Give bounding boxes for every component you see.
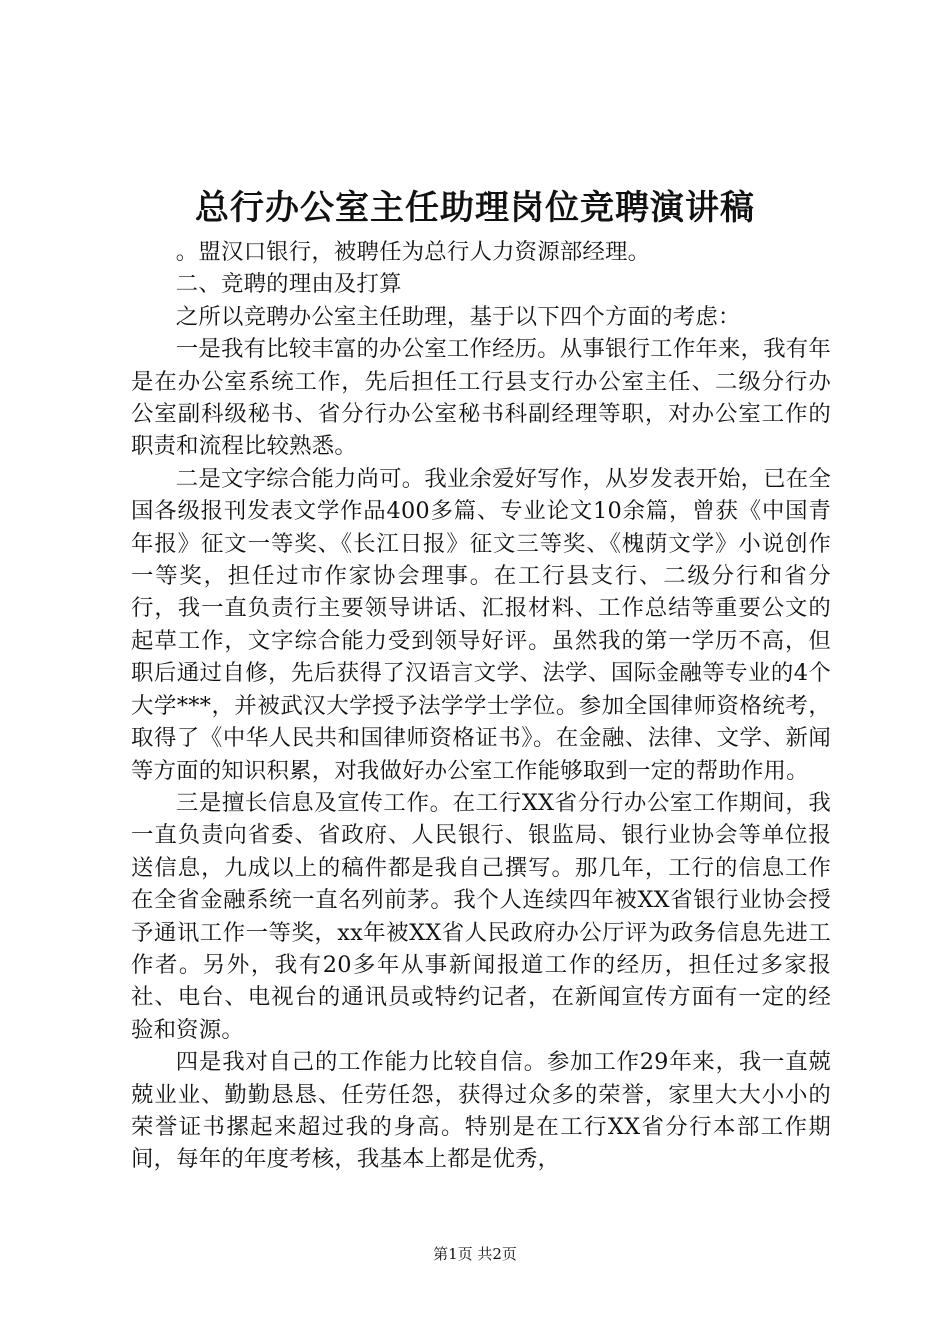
paragraph: 二是文字综合能力尚可。我业余爱好写作，从岁发表开始，已在全国各级报刊发表文学作品400多篇、专业论文10余篇，曾获《中国青年报》征文一等奖、《长江日报》征文三等奖、《槐荫文学》小说创作一等奖，担任过市作家协会理事。在工行县支行、二级分行和省分行，我一直负责行主要领导讲话、汇报材料、工作总结等重要公文的起草工作，文字综合能力受到领导好评。虽然我的第一学历不高，但职后通过自修，先后获得了汉语言文学、法学、国际金融等专业的4个大学***，并被武汉大学授予法学学士学位。参加全国律师资格统考，取得了《中华人民共和国律师资格证书》。在金融、法律、文学、新闻等方面的知识积累，对我做好办公室工作能够取到一定的帮助作用。 (131, 465, 831, 784)
paragraph: 三是擅长信息及宣传工作。在工行XX省分行办公室工作期间，我一直负责向省委、省政府、人民银行、银监局、银行业协会等单位报送信息，九成以上的稿件都是我自己撰写。那几年，工行的信息工作在全省金融系统一直名列前茅。我个人连续四年被XX省银行业协会授予通讯工作一等奖，xx年被XX省人民政府办公厅评为政务信息先进工作者。另外，我有20多年从事新闻报道工作的经历，担任过多家报社、电台、电视台的通讯员或特约记者，在新闻宣传方面有一定的经验和资源。 (131, 789, 831, 1043)
paragraph: 一是我有比较丰富的办公室工作经历。从事银行工作年来，我有年是在办公室系统工作，先后担任工行县支行办公室主任、二级分行办公室副科级秘书、省分行办公室秘书科副经理等职，对办公室工作的职责和流程比较熟悉。 (131, 336, 831, 460)
paragraph: 。盟汉口银行，被聘任为总行人力资源部经理。 (175, 239, 651, 265)
document-body (131, 236, 831, 1176)
paragraph: 四是我对自己的工作能力比较自信。参加工作29年来，我一直兢兢业业、勤勤恳恳、任劳任怨，获得过众多的荣誉，家里大大小小的荣誉证书摞起来超过我的身高。特别是在工行XX省分行本部工作期间，每年的年度考核，我基本上都是优秀， (131, 1049, 831, 1173)
page-footer: 第1页 共2页 (433, 1245, 517, 1263)
document-title: 总行办公室主任助理岗位竞聘演讲稿 (195, 188, 755, 228)
paragraph: 二、竞聘的理由及打算 (175, 271, 402, 298)
paragraph: 之所以竞聘办公室主任助理，基于以下四个方面的考虑： (175, 303, 741, 330)
